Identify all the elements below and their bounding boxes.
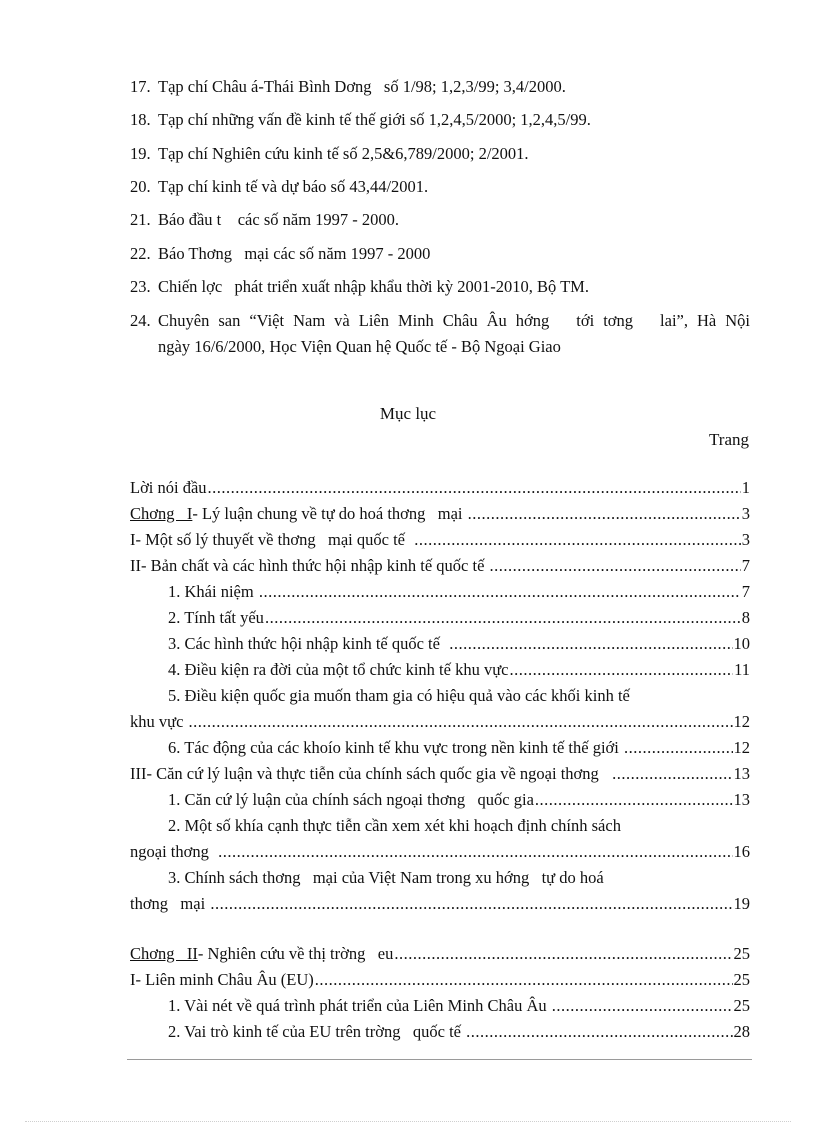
toc-entry-label: 2. Một số khía cạnh thực tiễn cần xem xét khi hoạch định chính sách: [168, 816, 621, 835]
reference-number: 18.: [130, 110, 151, 129]
toc-entry-page: 19: [733, 894, 750, 913]
toc-entry-label: I- Một số lý thuyết về thơng mại quốc tế: [130, 530, 414, 549]
reference-number: 19.: [130, 144, 151, 163]
reference-number: 23.: [130, 277, 151, 296]
toc-entry-label: thơng mại: [130, 894, 210, 913]
reference-text: Tạp chí những vấn đề kinh tế thế giới số 1,2,4,5/2000; 1,2,4,5/99.: [158, 110, 591, 129]
page-edge-divider: [25, 1121, 791, 1122]
toc-entry-page: 7: [741, 556, 750, 575]
toc-entry-page: 25: [733, 970, 750, 989]
toc-entry[interactable]: [130, 894, 750, 916]
toc-entry-page: 3: [741, 504, 750, 523]
footer-divider: [127, 1059, 752, 1060]
toc-entry[interactable]: [130, 478, 750, 500]
toc-page-header: Trang: [709, 430, 749, 449]
toc-entry-label: khu vực: [130, 712, 188, 731]
toc-entry-page: 13: [733, 790, 750, 809]
reference-text: Tạp chí Nghiên cứu kinh tế số 2,5&6,789/2000; 2/2001.: [158, 144, 529, 163]
reference-item: [130, 308, 750, 360]
reference-text: Tạp chí Châu á-Thái Bình Dơng số 1/98; 1,2,3/99; 3,4/2000.: [158, 77, 566, 96]
toc-entry[interactable]: [130, 1022, 750, 1044]
toc-chapter-label: Chơng II: [130, 944, 198, 963]
toc-entry-page: 7: [741, 582, 750, 601]
toc-entry-label: 3. Chính sách thơng mại của Việt Nam trong xu hớng tự do hoá: [168, 868, 604, 887]
reference-item: [130, 177, 428, 197]
reference-number: 17.: [130, 77, 151, 96]
reference-text: Báo Thơng mại các số năm 1997 - 2000: [158, 244, 431, 263]
reference-item: [130, 110, 591, 130]
toc-entry-page: 25: [733, 944, 750, 963]
toc-entry-label: 2. Vai trò kinh tế của EU trên trờng quốc tế: [168, 1022, 466, 1041]
reference-number: 24.: [130, 311, 151, 330]
reference-item: [130, 210, 399, 230]
toc-entry-page: 12: [733, 712, 750, 731]
toc-entry[interactable]: [130, 764, 750, 786]
toc-entry-page: 12: [733, 738, 750, 757]
reference-item: [130, 77, 566, 97]
toc-entry-label: ngoại thơng: [130, 842, 218, 861]
reference-number: 20.: [130, 177, 151, 196]
toc-entry[interactable]: [130, 530, 750, 552]
toc-entry-label: 1. Vài nét về quá trình phát triển của Liên Minh Châu Âu: [168, 996, 551, 1015]
reference-text-continued: ngày 16/6/2000, Học Viện Quan hệ Quốc tế - Bộ Ngoại Giao: [158, 337, 561, 356]
toc-entry-label: 5. Điều kiện quốc gia muốn tham gia có hiệu quả vào các khối kinh tế: [168, 686, 630, 705]
toc-entry[interactable]: [130, 970, 750, 992]
toc-entry-label: 2. Tính tất yếu: [168, 608, 264, 627]
toc-entry-label: I- Liên minh Châu Âu (EU): [130, 970, 314, 989]
reference-text: Chuyên san “Việt Nam và Liên Minh Châu Âu hớng tới tơng lai”, Hà Nội: [158, 311, 750, 330]
toc-entry[interactable]: [130, 556, 750, 578]
toc-entry[interactable]: [130, 608, 750, 630]
reference-item: [130, 244, 430, 264]
toc-entry[interactable]: [130, 712, 750, 734]
toc-entry-label: Lời nói đầu: [130, 478, 207, 497]
toc-entry[interactable]: [130, 944, 750, 966]
toc-entry[interactable]: [130, 504, 750, 526]
toc-entry-page: 3: [741, 530, 750, 549]
toc-entry-page: 10: [733, 634, 750, 653]
toc-entry-label: - Lý luận chung về tự do hoá thơng mại: [192, 504, 467, 523]
toc-entry-line: [130, 686, 750, 708]
reference-text: Báo đầu t các số năm 1997 - 2000.: [158, 210, 400, 229]
toc-chapter-label: Chơng I: [130, 504, 193, 523]
reference-item: [130, 277, 589, 297]
toc-entry-page: 13: [733, 764, 750, 783]
toc-entry[interactable]: [130, 738, 750, 760]
toc-entry-label: 3. Các hình thức hội nhập kinh tế quốc tế: [168, 634, 449, 653]
toc-entry-label: III- Căn cứ lý luận và thực tiễn của chính sách quốc gia về ngoại thơng: [130, 764, 612, 783]
toc-entry-label: - Nghiên cứu về thị trờng eu: [197, 944, 394, 963]
toc-entry-page: 11: [734, 660, 750, 679]
toc-entry-page: 16: [733, 842, 750, 861]
toc-entry-line: [130, 868, 750, 890]
toc-entry[interactable]: [130, 790, 750, 812]
toc-entry-page: 25: [733, 996, 750, 1015]
toc-entry-label: 4. Điều kiện ra đời của một tổ chức kinh tế khu vực: [168, 660, 509, 679]
reference-number: 21.: [130, 210, 151, 229]
reference-number: 22.: [130, 244, 151, 263]
toc-entry[interactable]: [130, 660, 750, 682]
toc-entry[interactable]: [130, 582, 750, 604]
toc-entry[interactable]: [130, 634, 750, 656]
toc-entry-page: 8: [741, 608, 750, 627]
toc-entry[interactable]: [130, 842, 750, 864]
toc-entry-page: 1: [741, 478, 750, 497]
toc-entry-line: [130, 816, 750, 838]
toc-entry-label: 1. Căn cứ lý luận của chính sách ngoại thơng quốc gia: [168, 790, 534, 809]
toc-entry-label: II- Bản chất và các hình thức hội nhập kinh tế quốc tế: [130, 556, 489, 575]
toc-entry-label: 1. Khái niệm: [168, 582, 258, 601]
reference-text: Tạp chí kinh tế và dự báo số 43,44/2001.: [158, 177, 429, 196]
reference-item: [130, 144, 529, 164]
toc-entry-label: 6. Tác động của các khoío kinh tế khu vực trong nền kinh tế thế giới: [168, 738, 623, 757]
toc-entry[interactable]: [130, 996, 750, 1018]
reference-text: Chiến lợc phát triển xuất nhập khẩu thời kỳ 2001-2010, Bộ TM.: [158, 277, 589, 296]
toc-entry-page: 28: [733, 1022, 750, 1041]
toc-title: Mục lục: [379, 404, 437, 423]
